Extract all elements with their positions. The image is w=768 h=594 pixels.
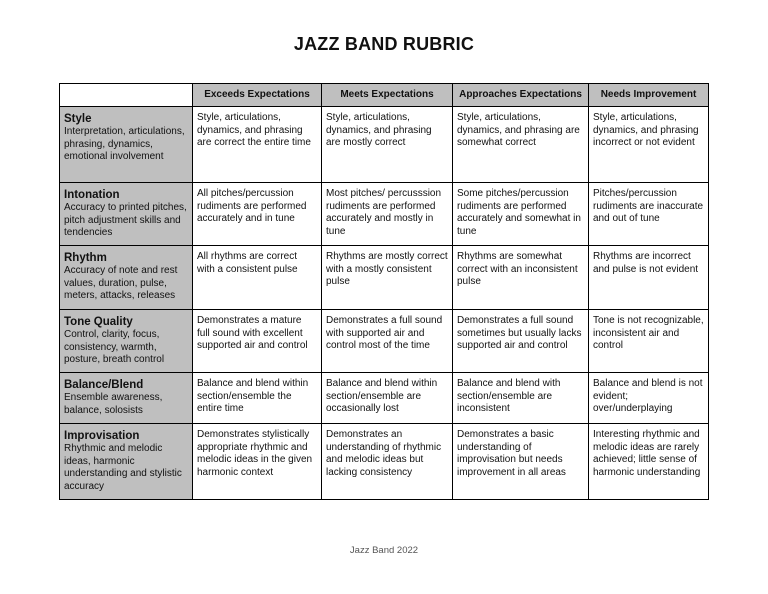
rubric-cell: Balance and blend is not evident; over/underplaying [589, 373, 709, 424]
page-footer: Jazz Band 2022 [349, 545, 419, 556]
criterion-name: Intonation [64, 189, 120, 201]
criterion-description: Control, clarity, focus, consistency, warmth, posture, breath control [64, 329, 165, 366]
rubric-cell: Balance and blend within section/ensemble are occasionally lost [322, 373, 453, 424]
criterion-name: Improvisation [64, 430, 140, 442]
rubric-cell: Rhythms are incorrect and pulse is not evident [589, 246, 709, 310]
criterion-description: Ensemble awareness, balance, solosists [64, 392, 163, 416]
rubric-cell: Demonstrates an understanding of rhythmic and melodic ideas but lacking consistency [322, 424, 453, 500]
rubric-cell: Style, articulations, dynamics, and phrasing are mostly correct [322, 107, 453, 183]
rubric-cell: Some pitches/percussion rudiments are performed accurately and somewhat in tune [453, 183, 589, 246]
criterion-name: Tone Quality [64, 316, 133, 328]
criterion-description: Accuracy of note and rest values, duration, pulse, meters, attacks, releases [64, 265, 178, 302]
criterion-cell-tone-quality [60, 310, 193, 373]
rubric-cell: Rhythms are mostly correct with a mostly consistent pulse [322, 246, 453, 310]
header-corner-cell [60, 84, 193, 107]
rubric-cell: Demonstrates a basic understanding of improvisation but needs improvement in all areas [453, 424, 589, 500]
criterion-description: Accuracy to printed pitches, pitch adjustment skills and tendencies [64, 202, 187, 239]
rubric-cell: Demonstrates a full sound sometimes but usually lacks supported air and control [453, 310, 589, 373]
column-header-exceeds: Exceeds Expectations [193, 84, 322, 107]
rubric-cell: Interesting rhythmic and melodic ideas are rarely achieved; little sense of harmonic understanding [589, 424, 709, 500]
criterion-name: Style [64, 113, 92, 125]
column-header-approaches: Approaches Expectations [453, 84, 589, 107]
rubric-cell: All pitches/percussion rudiments are performed accurately and in tune [193, 183, 322, 246]
rubric-row-tone-quality [60, 310, 709, 373]
rubric-cell: Style, articulations, dynamics, and phrasing are correct the entire time [193, 107, 322, 183]
column-header-meets: Meets Expectations [322, 84, 453, 107]
criterion-cell-balance-blend [60, 373, 193, 424]
rubric-cell: Tone is not recognizable, inconsistent air and control [589, 310, 709, 373]
rubric-cell: Style, articulations, dynamics, and phrasing are somewhat correct [453, 107, 589, 183]
criterion-name: Balance/Blend [64, 379, 144, 391]
rubric-cell: Balance and blend within section/ensemble the entire time [193, 373, 322, 424]
rubric-table [59, 83, 709, 500]
header-row [60, 84, 709, 107]
rubric-row-balance-blend [60, 373, 709, 424]
criterion-cell-rhythm [60, 246, 193, 310]
rubric-cell: Rhythms are somewhat correct with an inconsistent pulse [453, 246, 589, 310]
criterion-description: Interpretation, articulations, phrasing, dynamics, emotional involvement [64, 126, 185, 163]
rubric-row-style [60, 107, 709, 183]
rubric-cell: Most pitches/ percusssion rudiments are performed accurately and mostly in tune [322, 183, 453, 246]
criterion-cell-improvisation [60, 424, 193, 500]
criterion-description: Rhythmic and melodic ideas, harmonic understanding and stylistic accuracy [64, 443, 182, 492]
rubric-row-intonation [60, 183, 709, 246]
rubric-cell: Style, articulations, dynamics, and phrasing incorrect or not evident [589, 107, 709, 183]
rubric-cell: Demonstrates a full sound with supported air and control most of the time [322, 310, 453, 373]
rubric-cell: Pitches/percussion rudiments are inaccurate and out of tune [589, 183, 709, 246]
rubric-cell: Demonstrates stylistically appropriate rhythmic and melodic ideas in the given harmonic context [193, 424, 322, 500]
rubric-cell: All rhythms are correct with a consistent pulse [193, 246, 322, 310]
column-header-needs-improvement: Needs Improvement [589, 84, 709, 107]
page-title: JAZZ BAND RUBRIC [293, 34, 475, 54]
rubric-row-rhythm [60, 246, 709, 310]
criterion-cell-style [60, 107, 193, 183]
criterion-cell-intonation [60, 183, 193, 246]
rubric-row-improvisation [60, 424, 709, 500]
rubric-cell: Demonstrates a mature full sound with excellent supported air and control [193, 310, 322, 373]
criterion-name: Rhythm [64, 252, 107, 264]
rubric-cell: Balance and blend with section/ensemble are inconsistent [453, 373, 589, 424]
